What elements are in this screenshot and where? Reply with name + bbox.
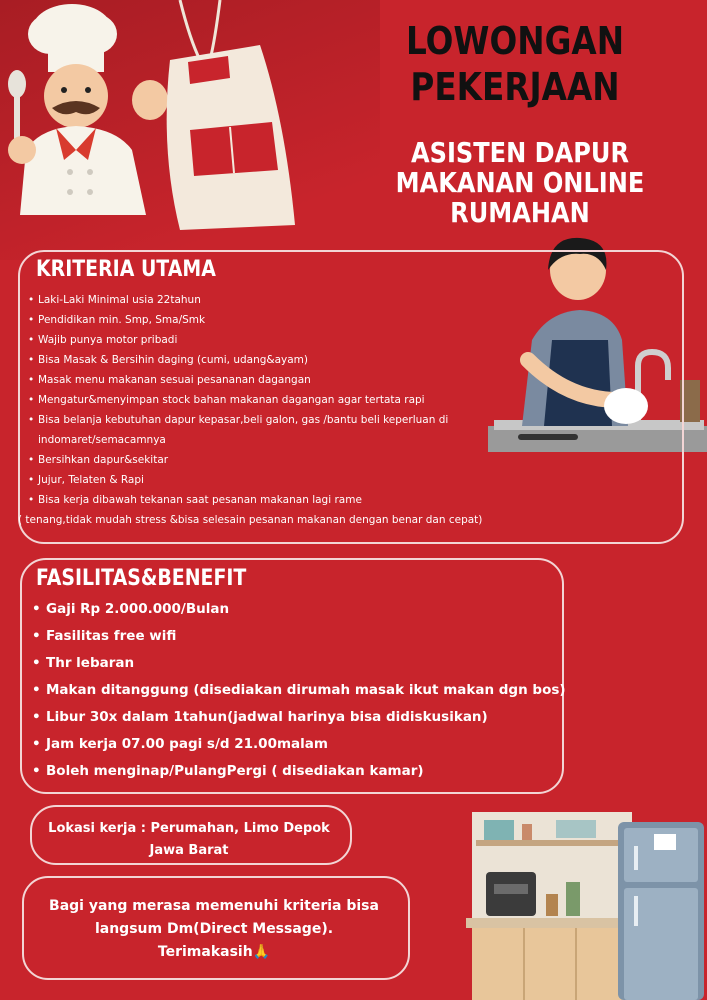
page-title <box>390 18 639 110</box>
list-item: • Bersihkan dapur&sekitar <box>28 450 508 470</box>
fasilitas-list <box>32 596 566 785</box>
list-item: • Bisa Masak & Bersihin daging (cumi, udang&ayam) <box>28 350 508 370</box>
kitchen-illustration <box>466 812 707 1000</box>
subtitle-line-3: RUMAHAN <box>450 196 590 229</box>
cta-text <box>22 895 406 964</box>
list-item: • Bisa kerja dibawah tekanan saat pesanan makanan lagi rame <box>28 490 508 510</box>
list-item: • Makan ditanggung (disediakan dirumah masak ikut makan dgn bos) <box>32 677 552 704</box>
list-item: • Masak menu makanan sesuai pesananan dagangan <box>28 370 508 390</box>
kriteria-note: ( tenang,tidak mudah stress &bisa selesain pesanan makanan dengan benar dan cepat) <box>18 514 483 526</box>
list-item: • Jam kerja 07.00 pagi s/d 21.00malam <box>32 731 552 758</box>
list-item: • Laki-Laki Minimal usia 22tahun <box>28 290 508 310</box>
cta-line-2: langsum Dm(Direct Message). <box>94 921 334 937</box>
title-line-2: PEKERJAAN <box>410 65 620 109</box>
apron-illustration <box>160 0 300 235</box>
lokasi-line-1: Lokasi kerja : Perumahan, Limo Depok <box>48 821 330 836</box>
list-item: • Gaji Rp 2.000.000/Bulan <box>32 596 552 623</box>
lokasi-line-2: Jawa Barat <box>149 843 229 858</box>
fasilitas-heading: FASILITAS&BENEFIT <box>36 566 247 591</box>
cta-line-3: Terimakasih🙏 <box>157 944 271 960</box>
list-item: • Jujur, Telaten & Rapi <box>28 470 508 490</box>
title-line-1: LOWONGAN <box>405 19 625 63</box>
list-item: • Bisa belanja kebutuhan dapur kepasar,beli galon, gas /bantu beli keperluan di <box>28 410 508 430</box>
list-item: • Mengatur&menyimpan stock bahan makanan dagangan agar tertata rapi <box>28 390 508 410</box>
list-item: • Libur 30x dalam 1tahun(jadwal harinya bisa didiskusikan) <box>32 704 552 731</box>
cta-line-1: Bagi yang merasa memenuhi kriteria bisa <box>49 898 379 914</box>
subtitle-line-1: ASISTEN DAPUR <box>410 136 630 169</box>
list-item: • Wajib punya motor pribadi <box>28 330 508 350</box>
list-item: • Fasilitas free wifi <box>32 623 552 650</box>
list-item-continuation: indomaret/semacamnya <box>38 434 166 446</box>
list-item: • Pendidikan min. Smp, Sma/Smk <box>28 310 508 330</box>
job-subtitle <box>382 138 657 228</box>
kriteria-heading: KRITERIA UTAMA <box>36 257 216 282</box>
list-item: • Thr lebaran <box>32 650 552 677</box>
list-item: • Boleh menginap/PulangPergi ( disediakan kamar) <box>32 758 552 785</box>
subtitle-line-2: MAKANAN ONLINE <box>395 166 645 199</box>
kriteria-list <box>28 290 508 510</box>
lokasi-text <box>30 818 348 862</box>
